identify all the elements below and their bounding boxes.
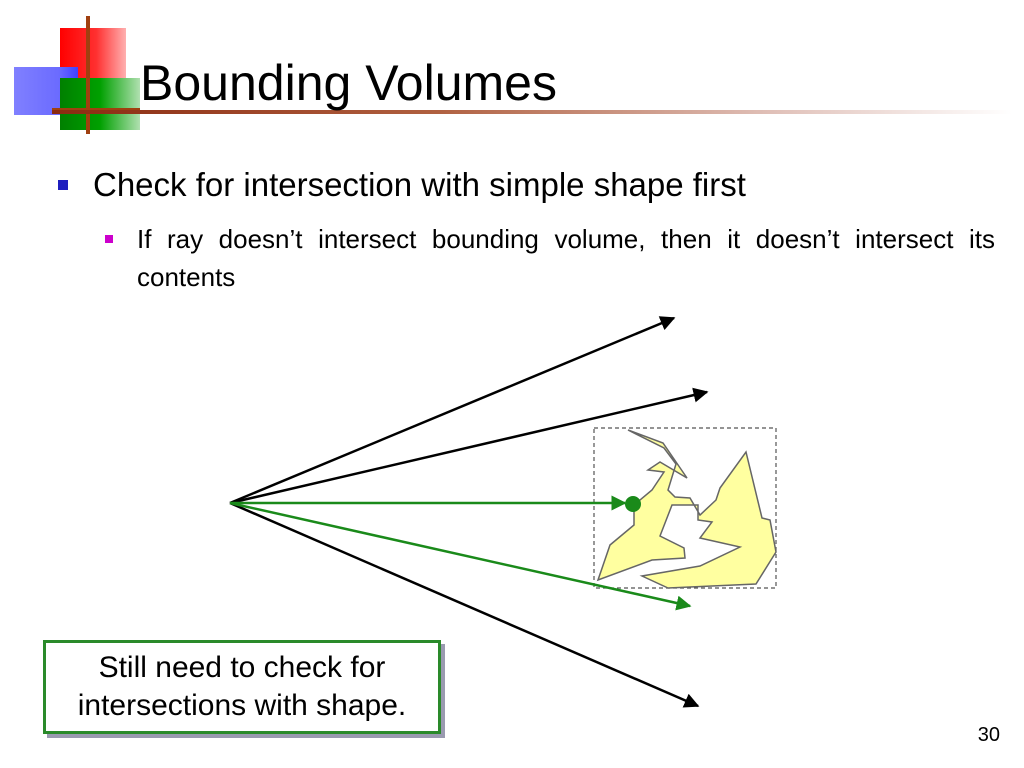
callout-box xyxy=(43,640,441,734)
page-number: 30 xyxy=(977,724,1000,746)
ray-miss-top xyxy=(230,318,674,503)
ray-miss-upper xyxy=(230,392,707,503)
irregular-shape xyxy=(598,430,776,588)
intersection-point xyxy=(625,496,641,512)
bullet-level2-text: If ray doesn’t intersect bounding volume, then it doesn’t intersect its contents xyxy=(137,224,995,292)
bullet-level1-text: Check for intersection with simple shape first xyxy=(93,166,746,203)
callout-line-1: Still need to check for xyxy=(98,651,386,684)
callout-line-2: intersections with shape. xyxy=(77,689,407,722)
slide-title: Bounding Volumes xyxy=(140,55,557,111)
